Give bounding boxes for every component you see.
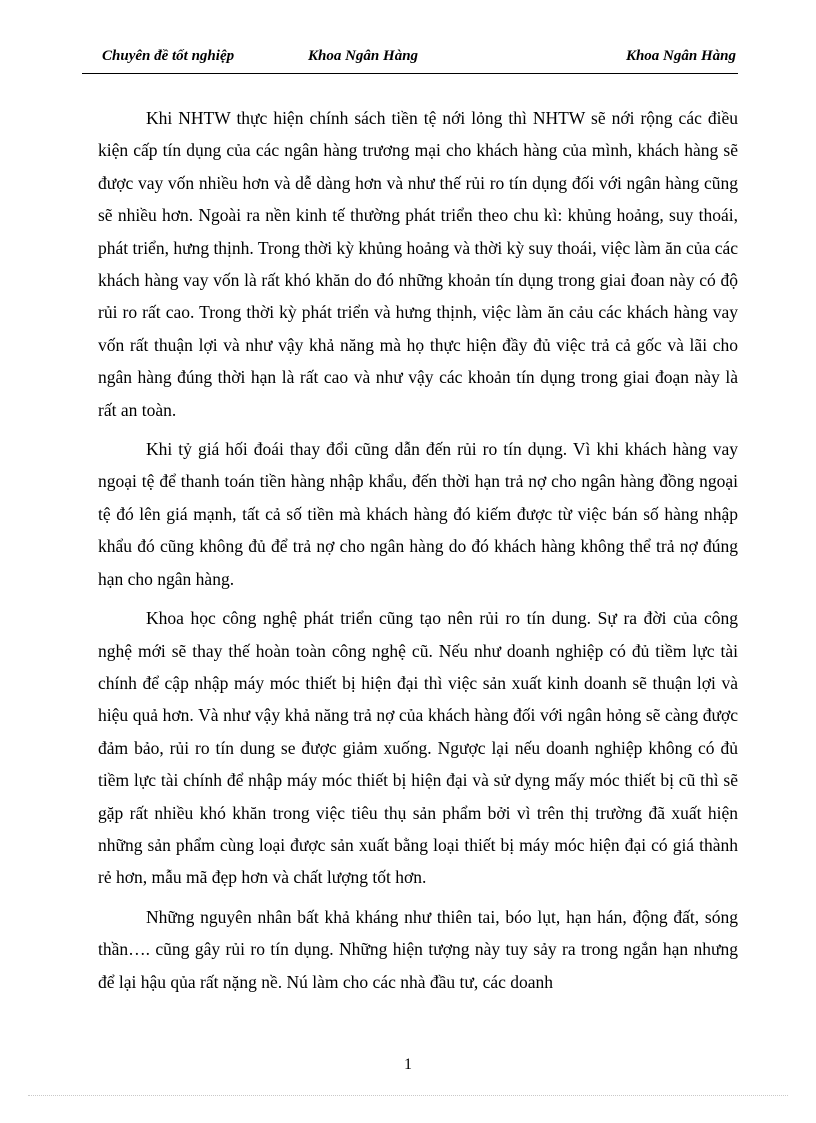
paragraph-exchange-rate: Khi tỷ giá hối đoái thay đổi cũng dẫn đến rủi ro tín dụng. Vì khi khách hàng vay ngoại tệ để thanh toán tiền hàng nhập khẩu, đến thời hạn trả nợ cho ngân hàng đồng ngoại tệ đó lên giá mạnh, tất cả số tiền mà khách hàng đó kiếm được từ việc bán số hàng nhập khẩu đó cũng không đủ để trả nợ cho ngân hàng do đó khách hàng không thể trả nợ đúng hạn cho ngân hàng. [98, 439, 738, 589]
header-document-type: Chuyên đề tốt nghiệp [102, 48, 235, 64]
header-faculty-right: Khoa Ngân Hàng [625, 48, 736, 64]
page-number: 1 [404, 1056, 412, 1073]
document-body [98, 102, 738, 1005]
paragraph-technology: Khoa học công nghệ phát triển cũng tạo nên rủi ro tín dung. Sự ra đời của công nghệ mới sẽ thay thế hoàn toàn công nghệ cũ. Nếu như doanh nghiệp có đủ tiềm lực tài chính để cập nhập máy móc thiết bị hiện đại thì việc sản xuất kinh doanh sẽ thuận lợi và hiệu quả hơn. Và như vậy khả năng trả nợ của khách hàng đối với ngân hỏng sẽ càng được đảm bảo, rủi ro tín dung se được giảm xuống. Ngược lại nếu doanh nghiệp không có đủ tiềm lực tài chính để nhập máy móc thiết bị hiện đại và sử dỵng mấy móc thiết bị cũ thì sẽ gặp rất nhiều khó khăn trong việc tiêu thụ sản phẩm bởi vì trên thị trường đã xuất hiện những sản phẩm cùng loại được sản xuất bằng loại thiết bị máy móc hiện đại có giá thành rẻ hơn, mẫu mã đẹp hơn và chất lượng tốt hơn. [98, 608, 738, 888]
paragraph-monetary-policy: Khi NHTW thực hiện chính sách tiền tệ nới lỏng thì NHTW sẽ nới rộng các điều kiện cấp tín dụng của các ngân hàng trương mại cho khách hàng của mình, khách hàng sẽ được vay vốn nhiều hơn và dễ dàng hơn và như thế rủi ro tín dụng đối với ngân hàng cũng sẽ nhiều hơn. Ngoài ra nền kinh tế thường phát triển theo chu kì: khủng hoảng, suy thoái, phát triển, hưng thịnh. Trong thời kỳ khủng hoảng và thời kỳ suy thoái, việc làm ăn của các khách hàng vay vốn là rất khó khăn do đó những khoản tín dụng trong giai đoan này có độ rủi ro rất cao. Trong thời kỳ phát triển và hưng thịnh, việc làm ăn cảu các khách hàng vay vốn rất thuận lợi và như vậy khả năng mà họ thực hiện đầy đủ việc trả cả gốc và lãi cho ngân hàng đúng thời hạn là rất cao và như vậy các khoản tín dụng trong giai đoạn này là rất an toàn. [98, 108, 738, 420]
page-bottom-divider [28, 1095, 788, 1096]
header-divider [82, 73, 738, 74]
header-faculty-middle: Khoa Ngân Hàng [308, 48, 419, 64]
paragraph-force-majeure: Những nguyên nhân bất khả kháng như thiên tai, bóo lụt, hạn hán, động đất, sóng thần…. cũng gây rủi ro tín dụng. Những hiện tượng này tuy sảy ra trong ngắn hạn nhưng để lại hậu qủa rất nặng nề. Nú làm cho các nhà đầu tư, các doanh [98, 906, 738, 992]
running-header [0, 48, 816, 72]
